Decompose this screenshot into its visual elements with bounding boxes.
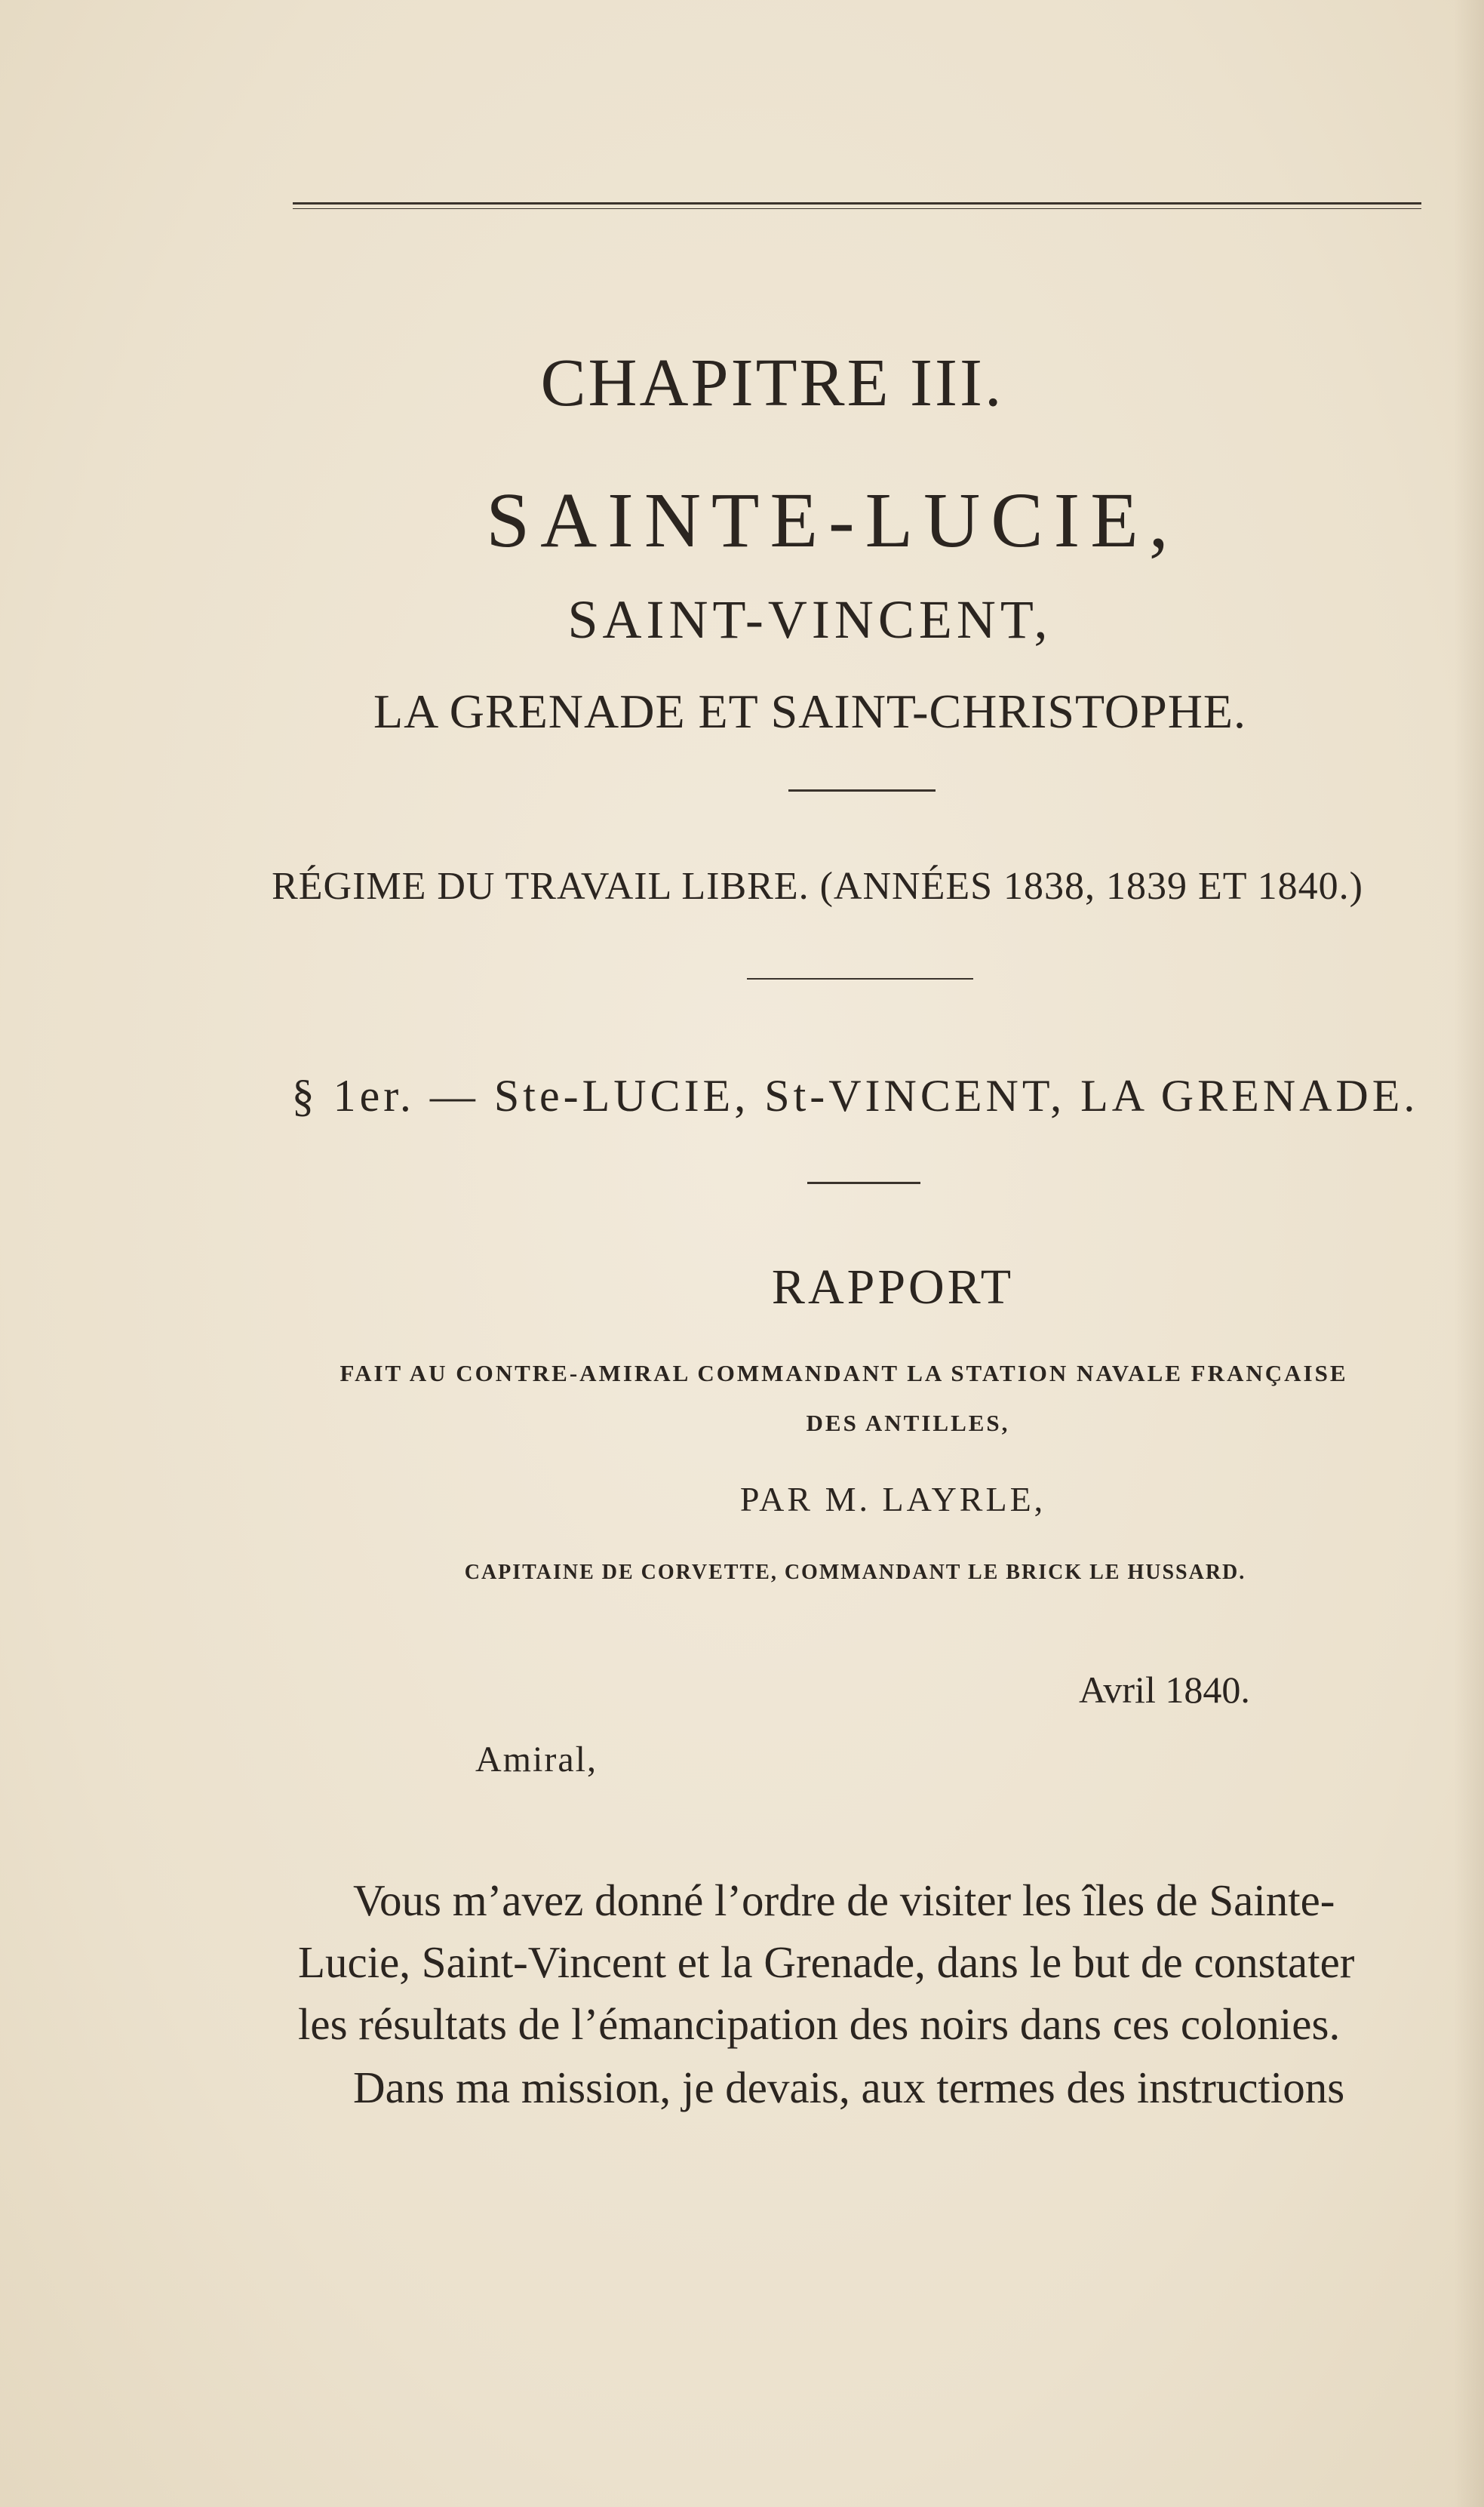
divider-rule-1 [788, 789, 936, 792]
body-line-2: Lucie, Saint-Vincent et la Grenade, dans le but de constater [298, 1937, 1355, 1987]
regime-subtitle: RÉGIME DU TRAVAIL LIBRE. (ANNÉES 1838, 1839 ET 1840.) [272, 865, 1363, 908]
body-line-4: Dans ma mission, je devais, aux termes des instructions [353, 2063, 1345, 2112]
letter-salutation: Amiral, [475, 1740, 598, 1780]
title-line-3: LA GRENADE ET SAINT-CHRISTOPHE. [373, 684, 1246, 738]
report-author-title: CAPITAINE DE CORVETTE, COMMANDANT LE BRICK LE HUSSARD. [464, 1561, 1246, 1584]
letter-date: Avril 1840. [1079, 1669, 1250, 1711]
header-double-rule [293, 202, 1421, 209]
title-line-2: SAINT-VINCENT, [567, 589, 1052, 650]
divider-rule-2 [747, 978, 973, 980]
body-line-3: les résultats de l’émancipation des noirs dans ces colonies. [298, 1999, 1341, 2049]
report-addressee-line-1: FAIT AU CONTRE-AMIRAL COMMANDANT LA STATION NAVALE FRANÇAISE [340, 1360, 1348, 1386]
body-line-1: Vous m’avez donné l’ordre de visiter les îles de Sainte- [353, 1875, 1335, 1925]
chapter-heading: CHAPITRE III. [540, 346, 1004, 420]
title-line-1: SAINTE-LUCIE, [486, 477, 1179, 564]
divider-rule-3 [807, 1182, 920, 1184]
report-author: PAR M. LAYRLE, [739, 1480, 1046, 1518]
report-title: RAPPORT [771, 1260, 1015, 1315]
report-addressee-line-2: DES ANTILLES, [806, 1410, 1010, 1436]
section-heading: § 1er. — Ste-LUCIE, St-VINCENT, LA GRENADE. [291, 1071, 1419, 1121]
